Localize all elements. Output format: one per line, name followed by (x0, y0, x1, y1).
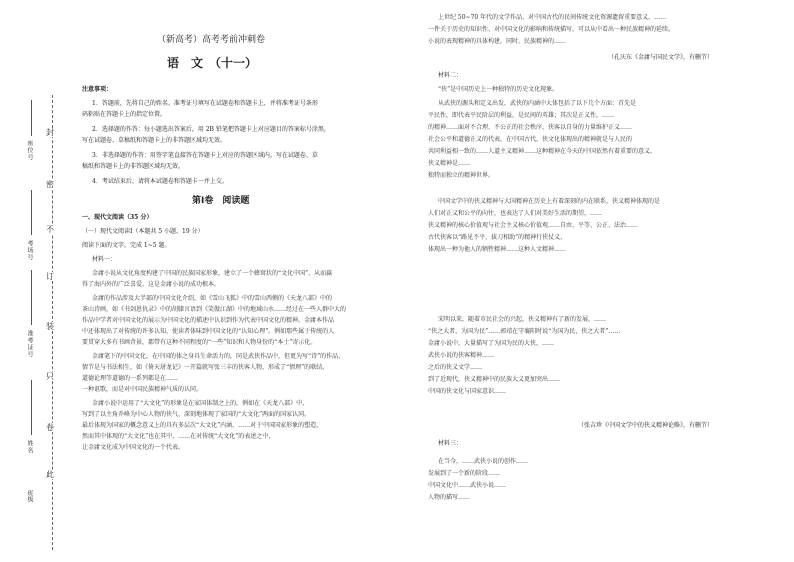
class-label: 班级 (26, 490, 33, 502)
passage-line: 中国的侠文化与国家意识…… (428, 388, 507, 395)
passage-line: 最后体现为国家的概念意义上的具有多层次“大文化”内涵，……对于中国国家形象的塑造， (82, 422, 323, 429)
passage-line: 让金庸文化成为中国文化的一个代表。 (82, 444, 185, 451)
material-label: 材料三： (438, 440, 463, 447)
passage-line: 武侠小说的侠客精神…… (428, 352, 495, 359)
passage-line: 然而其中体现的“大文化”也在其中，……在对传统“大文化”的表述之中， (82, 433, 275, 440)
exam-room-field[interactable] (31, 190, 32, 235)
paper-title: （新高考）高考考前冲刺卷 (157, 35, 266, 45)
passage-line: 共同利益相一致的……人道主义精神……这种精神在今天的中国依然有着重要的意义。 (428, 148, 657, 155)
passage-line: 宋明以来，随着市民社会的兴起，侠义精神有了新的发展，…… (438, 316, 607, 323)
binding-char: 不 (46, 225, 54, 234)
passage-line: 平民性，即代表平民阶层的利益，是民间的英雄；其次是正义性，…… (428, 112, 615, 119)
passage-line: 道德论理等道德的一系列都是在…… (82, 375, 179, 382)
part-subheading: （一）现代文阅读Ⅰ（本题共 5 小题，19 分） (82, 228, 204, 235)
binding-char: 密 (46, 180, 54, 189)
passage-line: 作品中学者对中国文化的展示为中国文化的描述中认识到作为代表中国文化的精神。金庸本作品 (82, 317, 335, 324)
binding-char: 卷 (46, 423, 54, 432)
passage-line: “侠”是中国历史上一种独特的历史文化现象。 (438, 86, 559, 93)
passage-line: 金庸笔下的中国文化，在中国的体之身具生命活力的。同是武侠作品中，但更为写“诗”的作品、 (92, 353, 345, 360)
seat-number-label: 座位号 (26, 140, 33, 161)
passage-line: 一件关于历史的知识性、对中国文化的影响和传统描写，可以从中看出一种民族精神的延续。 (428, 26, 675, 33)
passage-line: 中国文化中……武侠小说…… (428, 482, 507, 489)
part-heading: 一、现代文阅读（35 分） (82, 214, 153, 221)
passage-line: 人们对正义和公平的向往，也表达了人们对美好生活的期望，…… (428, 210, 603, 217)
source-citation: （张吉珍《中国文学中的侠义精神论略》，有删节） (578, 422, 714, 429)
exam-room-label: 考场号 (26, 240, 33, 261)
material-label: 材料二： (438, 72, 463, 79)
binding-char: 只 (46, 372, 54, 381)
passage-line: 古代侠客以“路见不平，拔刀相助”的精神行侠仗义， (428, 234, 567, 241)
ticket-number-field[interactable] (31, 270, 32, 325)
notice-item: 稿纸和答题卡上的非答题区域均无效。 (82, 163, 185, 170)
binding-char: 订 (46, 272, 54, 281)
passage-line: 从武侠的源头和定义出发，武侠的内涵中大体包括了以下几个方面：首先是 (438, 100, 637, 107)
notice-item: 码粘贴在答题卡上的指定位置。 (82, 111, 167, 118)
passage-line: 发展到了一个新的阶段…… (428, 470, 501, 477)
name-label: 姓名 (26, 440, 33, 454)
passage-line: 到了近现代，侠义精神中的民族大义更加突出…… (428, 376, 561, 383)
passage-line: 得了海内外的广泛喜爱。这是金庸小说的成功根本。 (82, 281, 221, 288)
passage-line: 金庸小说中，大量描写了为国为民的大侠，…… (428, 340, 555, 347)
passage-line: 情节是与书法相生，如《倚天屠龙记》一开篇就写张三丰的侠客人物，形成了“情理”的联结， (82, 364, 329, 371)
notice-item: 2．选择题的作答：每小题选出答案后，用 2B 铅笔把答题卡上对应题目的答案标号涂黑， (92, 126, 330, 133)
passage-line: “侠之大者，为国为民”……郭靖在守襄阳时说“为国为民，侠之大者”…… (428, 328, 621, 335)
passage-line: 写到了以主角乔峰为中心人物的侠气，深刻地体现了家国的“大文化”两面的国家认同。 (82, 411, 311, 418)
binding-margin (0, 0, 80, 562)
section-title: 第Ⅰ卷 阅读题 (192, 196, 250, 206)
passage-line: 的精神……面对不合理、不公正的社会秩序，侠客以自身的力量维护正义…… (428, 124, 633, 131)
passage-line: 一种讴歌，而是对中国民族精神气质的认同。 (82, 386, 203, 393)
notice-item: 3．非选择题的作答：用签字笔直接答在答题卡上对应的答题区域内。写在试题卷、草 (92, 152, 318, 159)
passage-line: 中国文学中的侠义精神与大国精神在历史上有着深刻的内在联系，侠义精神体现的是 (438, 198, 661, 205)
source-citation: （孔庆东《金庸与国民文学》，有删节） (608, 54, 714, 61)
passage-line: 茶山诗画，如《书剑恩仇录》中的胡膝言语到《笑傲江湖》中的地域山水……经过在一些人群中大的 (82, 306, 347, 313)
passage-line: 社会公平和道德正义的代表。在中国古代，侠文化体现出的精神就是与人民的 (428, 136, 633, 143)
binding-char: 封 (46, 128, 54, 137)
passage-line: 侠义精神是…… (428, 160, 471, 167)
material-label: 材料一： (92, 256, 117, 263)
passage-line: 人物的描写…… (428, 494, 471, 501)
passage-line: 中还体现出了对传统的许多认知，使读者体味到中国文化的“认知心理”。例如那些属于传统的人 (82, 328, 335, 335)
ticket-number-label: 准考证号 (26, 330, 33, 358)
instruction: 阅读下面的文字，完成 1~5 题。 (82, 242, 171, 249)
passage-line: 上世纪 50~70 年代的文学作品，对中国古代的民间传统文化资源遗留重要意义，…… (438, 14, 667, 21)
passage-line: 金庸小说中运用了“大文化”的形象是在家国体制之上的。例如在《天龙八部》中， (92, 400, 309, 407)
passage-line: 金庸小说从文化角度构建了中国的民族国家形象，建立了一个蜂窝状的“文化中国”，从而赢 (92, 270, 333, 277)
notice-item: 1．答题前，先将自己的姓名、准考证号填写在试题卷和答题卡上，并将准考证号条形 (92, 100, 318, 107)
passage-line: 体现出一种为他人的牺牲精神……这种人文精神…… (428, 246, 567, 253)
notice-item: 4．考试结束后，请将本试题卷和答题卡一并上交。 (92, 178, 228, 185)
passage-line: 金庸的作品涉及大半部的中国文化介绍，如《雪山飞狐》中的雪山西侧的《天龙八部》中的 (92, 295, 333, 302)
passage-line: 小说的表现精神的具体构建，同时，民族精神的…… (428, 38, 567, 45)
binding-char: 此 (46, 470, 54, 479)
subject-title: 语 文 （十一） (167, 56, 258, 70)
notice-title: 注意事项： (82, 86, 113, 93)
passage-line: 之后的侠义文学…… (428, 364, 483, 371)
name-field[interactable] (31, 380, 32, 435)
notice-item: 写在试题卷、草稿纸和答题卡上的非答题区域均无效。 (82, 137, 227, 144)
seat-number-field[interactable] (31, 100, 32, 136)
binding-char: 装 (46, 322, 54, 331)
passage-line: 独特而独立的精神世界。 (428, 172, 495, 179)
passage-line: 在当今，……武侠小说的创作…… (438, 458, 529, 465)
passage-line: 侠义精神的核心价值观与社会主义核心价值观……自由、平等、公正、法治…… (428, 222, 639, 229)
passage-line: 要贯穿大多有书画背景，都带有这种不同程度的“一些”知识和人物身份的“本土”寄示化。 (82, 339, 317, 346)
